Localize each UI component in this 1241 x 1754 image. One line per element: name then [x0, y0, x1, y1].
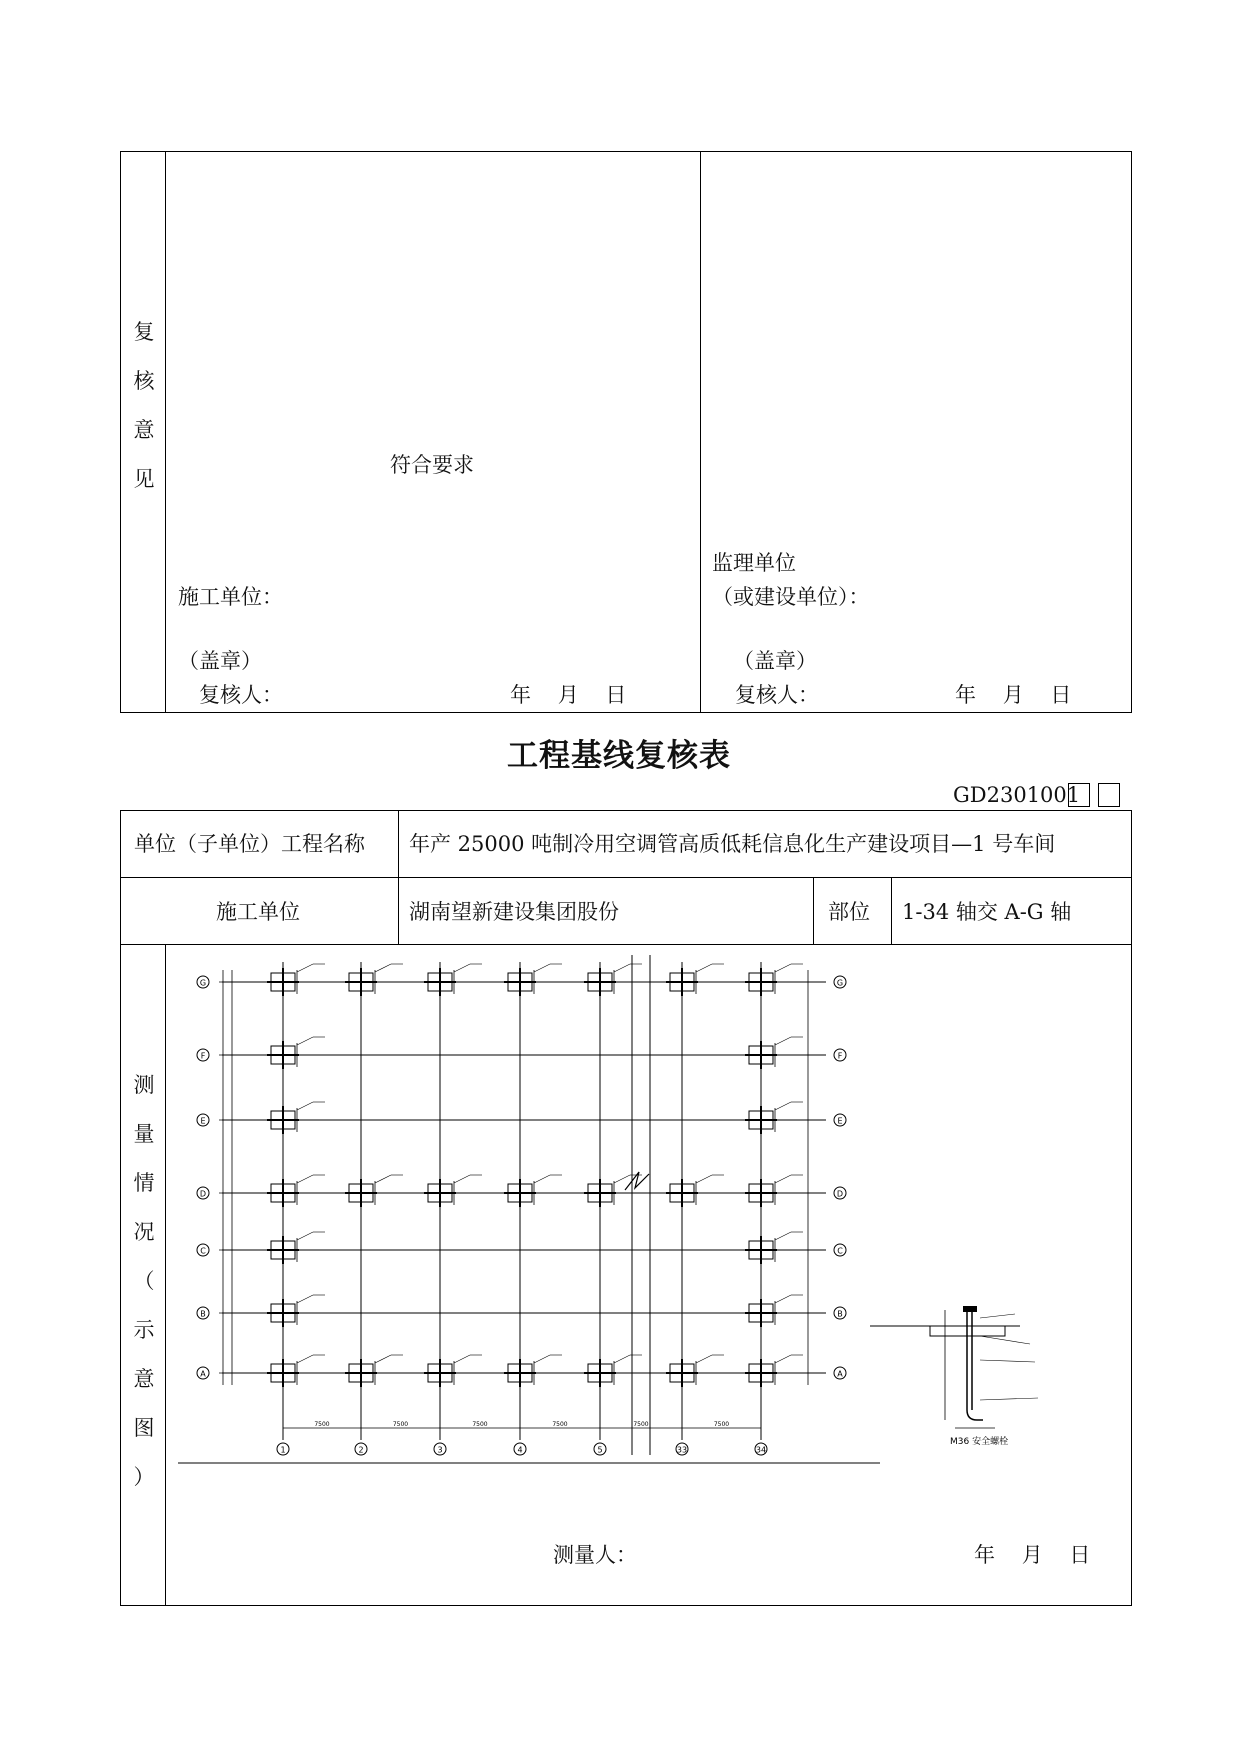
surveyor-label: 测量人：: [553, 1543, 637, 1567]
side-char: 见: [133, 467, 155, 491]
bolt-nut: [963, 1306, 977, 1312]
column-leader: [297, 1355, 313, 1363]
row-axis-label: D: [836, 1189, 844, 1199]
column-leader: [297, 1037, 313, 1045]
leader-3: [980, 1360, 1035, 1362]
col-axis-label: 3: [437, 1445, 443, 1455]
reviewer-right: 复核人：: [735, 683, 819, 707]
column-leader: [534, 964, 550, 972]
date-left: 年 月 日: [510, 683, 627, 707]
column-leader: [297, 964, 313, 972]
form-code: GD2301001: [953, 783, 1081, 807]
row-axis-label: A: [200, 1369, 206, 1379]
column-leader: [775, 1037, 791, 1045]
bolt-hook: [967, 1410, 983, 1420]
column-leader: [297, 1175, 313, 1183]
column-leader: [297, 1295, 313, 1303]
column-leader: [297, 1232, 313, 1240]
span-label: 7500: [713, 1421, 730, 1428]
side-char: ）: [133, 1465, 155, 1489]
column-leader: [297, 1102, 313, 1110]
column-leader: [775, 1175, 791, 1183]
seal-right: （盖章）: [733, 649, 817, 673]
side-char: 况: [133, 1220, 155, 1244]
column-leader: [614, 1175, 630, 1183]
span-label: 7500: [472, 1421, 488, 1428]
row-axis-label: C: [837, 1246, 843, 1256]
reviewer-left: 复核人：: [199, 683, 283, 707]
side-char: 意: [133, 418, 155, 442]
row-axis-label: G: [836, 978, 844, 988]
date-right: 年 月 日: [955, 683, 1072, 707]
side-char: 量: [133, 1122, 155, 1146]
side-char: 情: [133, 1171, 155, 1195]
column-leader: [375, 964, 391, 972]
side-char: 示: [133, 1318, 155, 1342]
col-axis-label: 33: [676, 1445, 688, 1455]
form-title: 工程基线复核表: [507, 738, 731, 774]
supervisor-label-2: （或建设单位）：: [712, 585, 870, 609]
contractor-field-label: 施工单位: [216, 900, 300, 924]
column-leader: [775, 1355, 791, 1363]
column-leader: [534, 1175, 550, 1183]
row-axis-label: E: [837, 1116, 843, 1126]
column-leader: [534, 1355, 550, 1363]
anchor-bolt-detail: [870, 1300, 1080, 1450]
span-label: 7500: [552, 1421, 568, 1428]
span-label: 7500: [314, 1421, 330, 1428]
span-label: 7500: [392, 1421, 409, 1428]
seal-left: （盖章）: [178, 649, 262, 673]
row-axis-label: C: [200, 1246, 206, 1256]
col-axis-label: 1: [280, 1445, 286, 1455]
side-char: 核: [133, 369, 155, 393]
side-char: （: [133, 1269, 155, 1293]
contractor-label: 施工单位：: [178, 585, 283, 609]
column-leader: [454, 1355, 470, 1363]
supervisor-label: 监理单位: [712, 551, 796, 575]
part-label: 部位: [828, 900, 870, 924]
column-leader: [696, 964, 712, 972]
leader-1: [980, 1314, 1015, 1318]
bolt-detail-label: M36 安全螺栓: [950, 1437, 1009, 1447]
leader-2: [980, 1336, 1030, 1344]
column-leader: [775, 1232, 791, 1240]
project-name-label: 单位（子单位）工程名称: [134, 832, 365, 856]
col-axis-label: 5: [597, 1445, 603, 1455]
column-leader: [775, 1295, 791, 1303]
column-leader: [614, 1355, 630, 1363]
survey-date: 年 月 日: [974, 1543, 1091, 1567]
span-label: 7500: [633, 1421, 649, 1428]
side-char: 测: [133, 1073, 155, 1097]
row-axis-label: A: [837, 1369, 843, 1379]
side-char: 图: [133, 1416, 155, 1440]
column-leader: [375, 1175, 391, 1183]
column-leader: [775, 1102, 791, 1110]
column-leader: [375, 1355, 391, 1363]
leader-4: [980, 1398, 1038, 1400]
row-axis-label: G: [199, 978, 207, 988]
row-axis-label: D: [199, 1189, 207, 1199]
contractor-field-value: 湖南望新建设集团股份: [409, 900, 619, 924]
project-name-value: 年产 25000 吨制冷用空调管高质低耗信息化生产建设项目—1 号车间: [409, 832, 1056, 856]
column-leader: [696, 1355, 712, 1363]
part-value: 1-34 轴交 A-G 轴: [902, 900, 1072, 924]
row-axis-label: B: [200, 1309, 206, 1319]
row-axis-label: E: [200, 1116, 206, 1126]
row-axis-label: B: [837, 1309, 843, 1319]
col-axis-label: 2: [358, 1445, 364, 1455]
side-char: 复: [133, 320, 155, 344]
row-axis-label: F: [837, 1051, 843, 1061]
row-axis-label: F: [200, 1051, 206, 1061]
column-leader: [454, 1175, 470, 1183]
col-axis-label: 4: [517, 1445, 523, 1455]
column-leader: [454, 964, 470, 972]
column-leader: [614, 964, 630, 972]
column-leader: [775, 964, 791, 972]
side-char: 意: [133, 1367, 155, 1391]
col-axis-label: 34: [755, 1445, 767, 1455]
review-opinion: 符合要求: [390, 453, 474, 477]
column-leader: [696, 1175, 712, 1183]
